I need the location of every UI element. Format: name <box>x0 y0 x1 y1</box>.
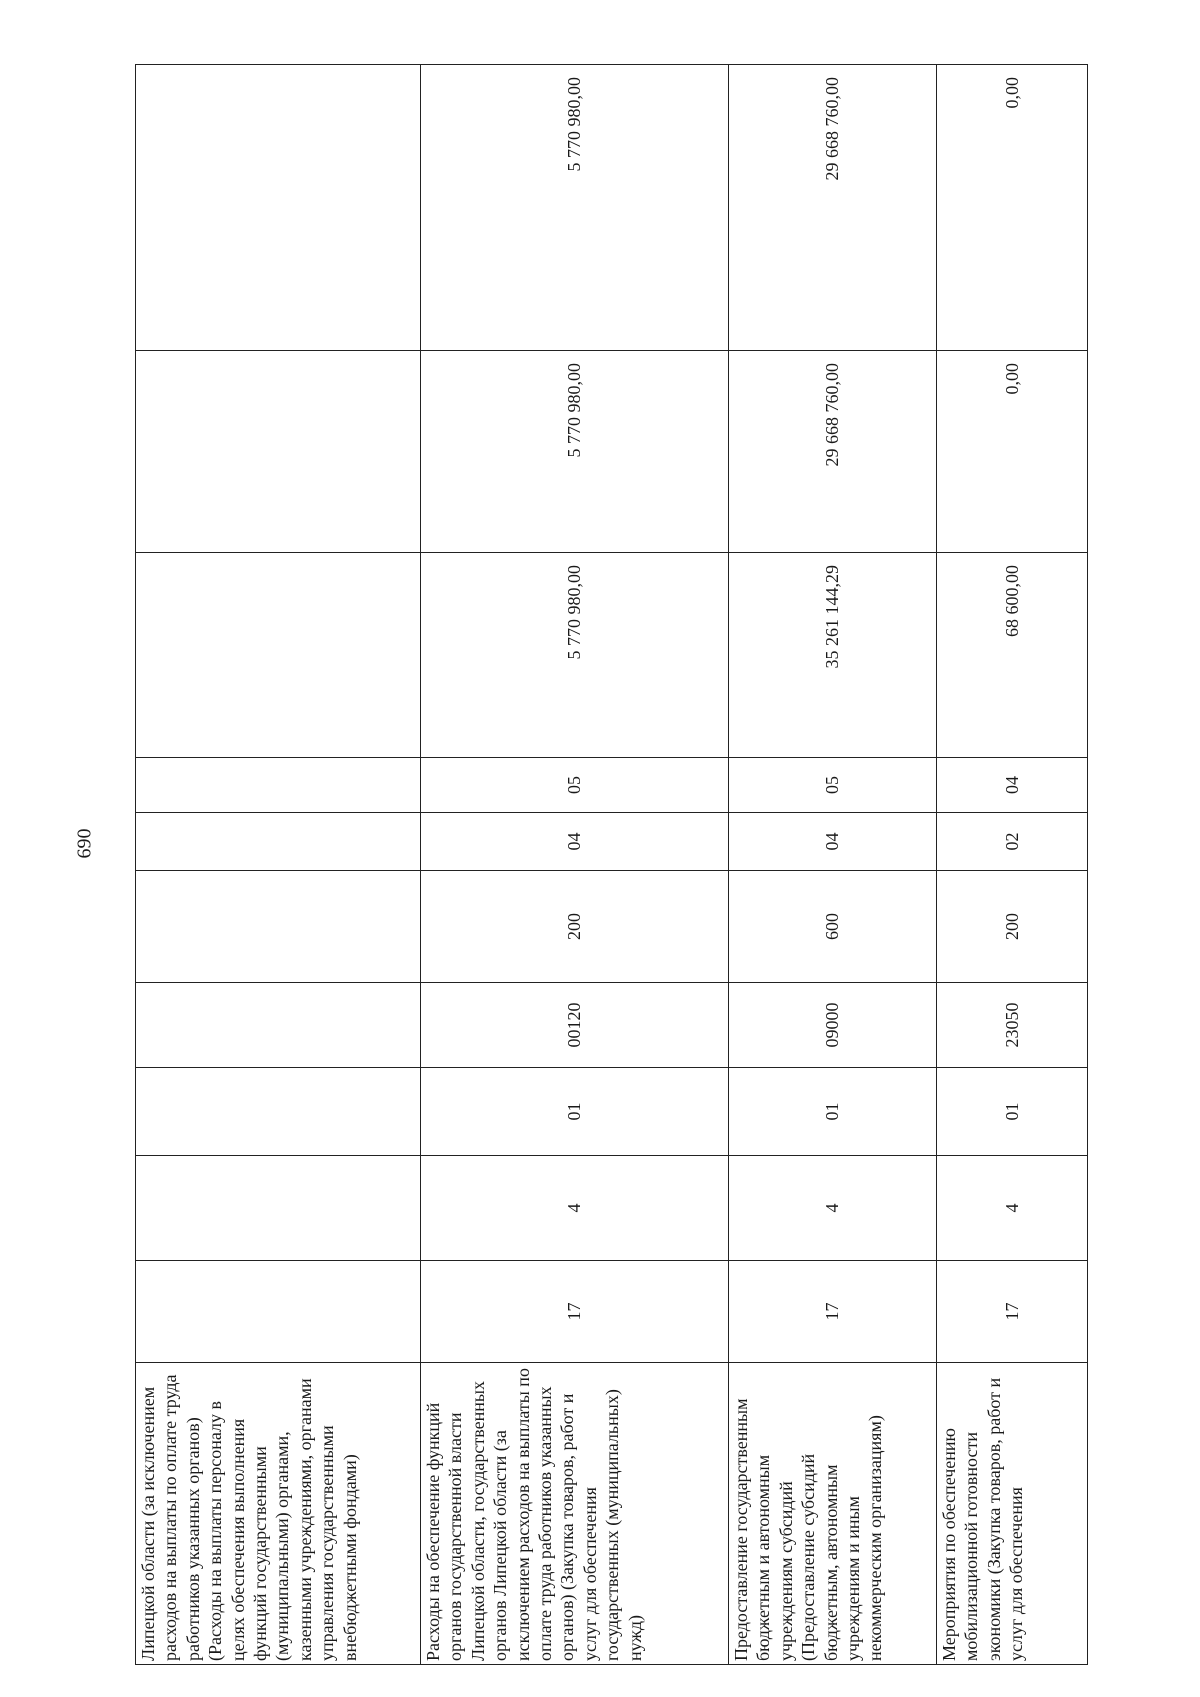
code-cell: 02 <box>937 813 1088 871</box>
code-cell: 01 <box>421 1068 729 1156</box>
table-row <box>421 65 729 1665</box>
code-cell: 00120 <box>421 983 729 1068</box>
amount-cell <box>136 65 421 351</box>
amount-cell: 68 600,00 <box>937 553 1088 758</box>
code-cell: 04 <box>421 813 729 871</box>
code-cell: 600 <box>729 871 937 983</box>
amount-cell <box>136 351 421 553</box>
code-cell: 01 <box>729 1068 937 1156</box>
code-cell <box>136 1261 421 1363</box>
code-cell: 200 <box>421 871 729 983</box>
page-number: 690 <box>73 828 96 859</box>
code-cell <box>136 871 421 983</box>
budget-table-rotated <box>135 65 1087 1665</box>
code-cell <box>136 1068 421 1156</box>
amount-cell: 29 668 760,00 <box>729 351 937 553</box>
code-cell: 09000 <box>729 983 937 1068</box>
code-cell <box>136 758 421 813</box>
budget-table <box>135 64 1088 1665</box>
code-cell: 01 <box>937 1068 1088 1156</box>
code-cell: 05 <box>421 758 729 813</box>
amount-cell: 5 770 980,00 <box>421 65 729 351</box>
row-name-cell: Липецкой области (за исключением расходов на выплаты по оплате труда работников указанных органов) (Расходы на выплаты персоналу в целях обеспечения выполнения функций государственными (муниципальными) органами, казенными учреждениями, органами управления государственными внебюджетными фондами) <box>136 1363 421 1665</box>
table-row <box>937 65 1088 1665</box>
amount-cell <box>136 553 421 758</box>
code-cell <box>136 1156 421 1261</box>
amount-cell: 0,00 <box>937 65 1088 351</box>
table-row <box>136 65 421 1665</box>
row-name-cell: Расходы на обеспечение функций органов государственной власти Липецкой области, государственных органов Липецкой области (за исключением расходов на выплаты по оплате труда работников указанных органов) (Закупка товаров, работ и услуг для обеспечения государственных (муниципальных) нужд) <box>421 1363 729 1665</box>
amount-cell: 29 668 760,00 <box>729 65 937 351</box>
code-cell: 200 <box>937 871 1088 983</box>
code-cell: 4 <box>729 1156 937 1261</box>
code-cell: 04 <box>937 758 1088 813</box>
code-cell: 17 <box>729 1261 937 1363</box>
row-name-cell: Мероприятия по обеспечению мобилизационной готовности экономики (Закупка товаров, работ и услуг для обеспечения <box>937 1363 1088 1665</box>
amount-cell: 5 770 980,00 <box>421 553 729 758</box>
code-cell: 04 <box>729 813 937 871</box>
amount-cell: 5 770 980,00 <box>421 351 729 553</box>
table-row <box>729 65 937 1665</box>
code-cell: 17 <box>421 1261 729 1363</box>
code-cell: 17 <box>937 1261 1088 1363</box>
code-cell <box>136 813 421 871</box>
code-cell <box>136 983 421 1068</box>
code-cell: 4 <box>937 1156 1088 1261</box>
code-cell: 23050 <box>937 983 1088 1068</box>
amount-cell: 35 261 144,29 <box>729 553 937 758</box>
code-cell: 05 <box>729 758 937 813</box>
row-name-cell: Предоставление государственным бюджетным и автономным учреждениям субсидий (Предоставление субсидий бюджетным, автономным учреждениям и иным некоммерческим организациям) <box>729 1363 937 1665</box>
code-cell: 4 <box>421 1156 729 1261</box>
amount-cell: 0,00 <box>937 351 1088 553</box>
